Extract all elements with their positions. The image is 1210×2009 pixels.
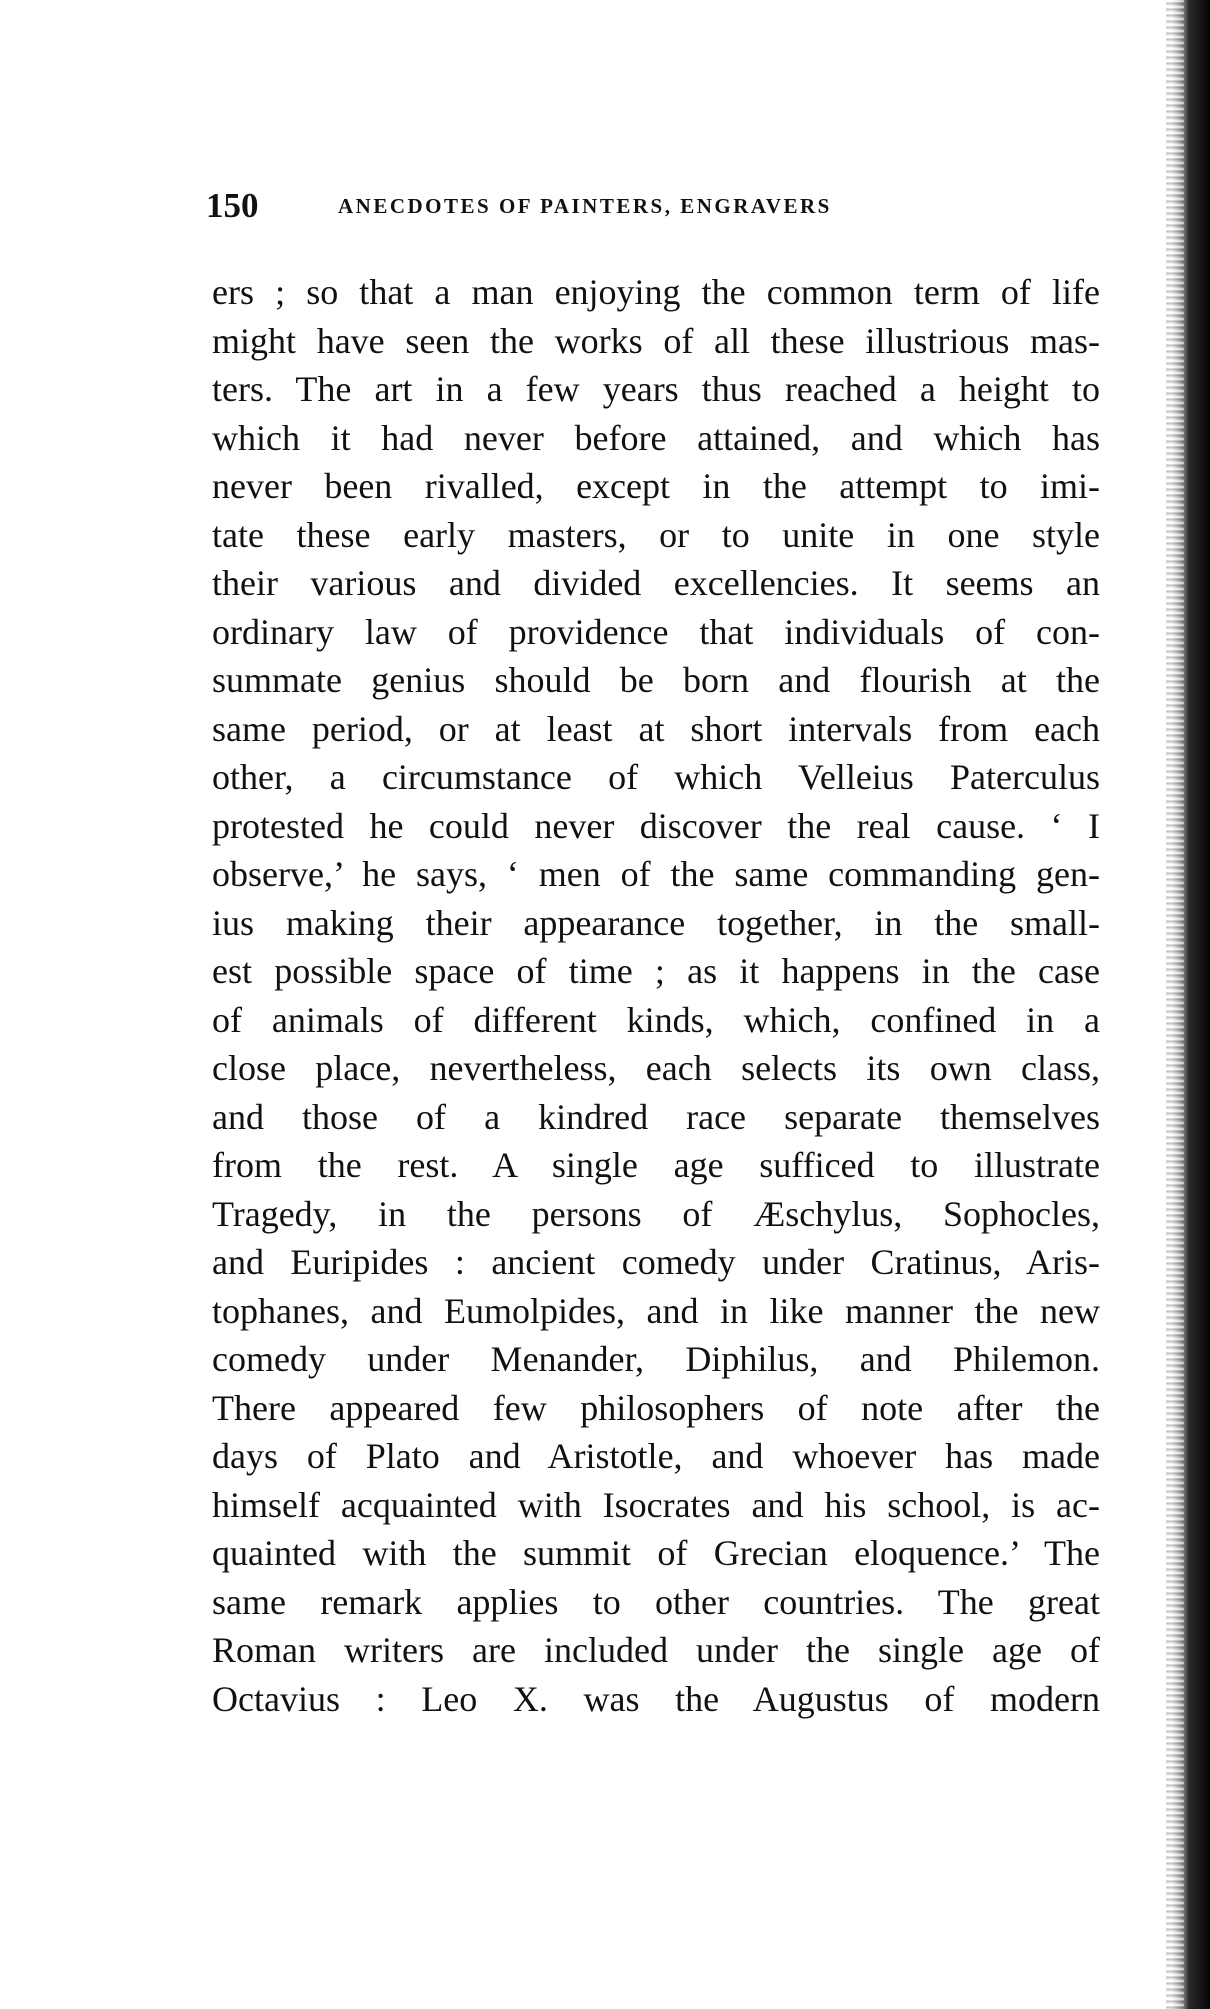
text-line: observe,’ he says, ‘ men of the same commanding gen- xyxy=(212,854,1100,894)
text-line: never been rivalled, except in the attempt to imi- xyxy=(212,466,1100,506)
text-line: est possible space of time ; as it happens in the case xyxy=(212,951,1100,991)
text-line: tophanes, and Eumolpides, and in like manner the new xyxy=(212,1290,1100,1331)
text-line: himself acquainted with Isocrates and his school, is ac- xyxy=(212,1484,1100,1525)
text-line: Tragedy, in the persons of Æschylus, Sophocles, xyxy=(212,1193,1100,1234)
text-line: might have seen the works of all these illustrious mas- xyxy=(212,320,1100,361)
body-text xyxy=(212,268,1100,1723)
text-line: There appeared few philosophers of note after the xyxy=(212,1387,1100,1428)
text-line: close place, nevertheless, each selects its own class, xyxy=(212,1048,1100,1088)
text-line: and those of a kindred race separate themselves xyxy=(212,1096,1100,1137)
text-line: ers ; so that a man enjoying the common term of life xyxy=(212,272,1100,312)
text-line: of animals of different kinds, which, confined in a xyxy=(212,999,1100,1040)
running-title: ANECDOTES OF PAINTERS, ENGRAVERS xyxy=(338,194,832,218)
text-line: from the rest. A single age sufficed to illustrate xyxy=(212,1145,1100,1185)
text-line: and Euripides : ancient comedy under Cratinus, Aris- xyxy=(212,1242,1100,1282)
text-line: Roman writers are included under the single age of xyxy=(212,1630,1100,1670)
text-line: ordinary law of providence that individuals of con- xyxy=(212,611,1100,652)
running-head xyxy=(206,186,1106,230)
text-line: which it had never before attained, and which has xyxy=(212,417,1100,458)
text-line: comedy under Menander, Diphilus, and Philemon. xyxy=(212,1339,1100,1379)
text-line: same remark applies to other countries. The great xyxy=(212,1581,1100,1622)
page-number: 150 xyxy=(206,186,259,225)
text-line: ius making their appearance together, in the small- xyxy=(212,902,1100,943)
text-line: days of Plato and Aristotle, and whoever has made xyxy=(212,1436,1100,1476)
text-line: protested he could never discover the real cause. ‘ I xyxy=(212,805,1100,846)
text-line: their various and divided excellencies. It seems an xyxy=(212,563,1100,603)
text-line: same period, or at least at short intervals from each xyxy=(212,708,1100,749)
text-line: Octavius : Leo X. was the Augustus of modern xyxy=(212,1678,1100,1719)
text-line: tate these early masters, or to unite in one style xyxy=(212,514,1100,555)
text-line: ters. The art in a few years thus reached a height to xyxy=(212,369,1100,409)
text-line: other, a circumstance of which Velleius Paterculus xyxy=(212,757,1100,797)
page-edge-texture xyxy=(1166,0,1184,2009)
text-line: summate genius should be born and flourish at the xyxy=(212,660,1100,700)
text-line: quainted with the summit of Grecian eloquence.’ The xyxy=(212,1533,1100,1573)
